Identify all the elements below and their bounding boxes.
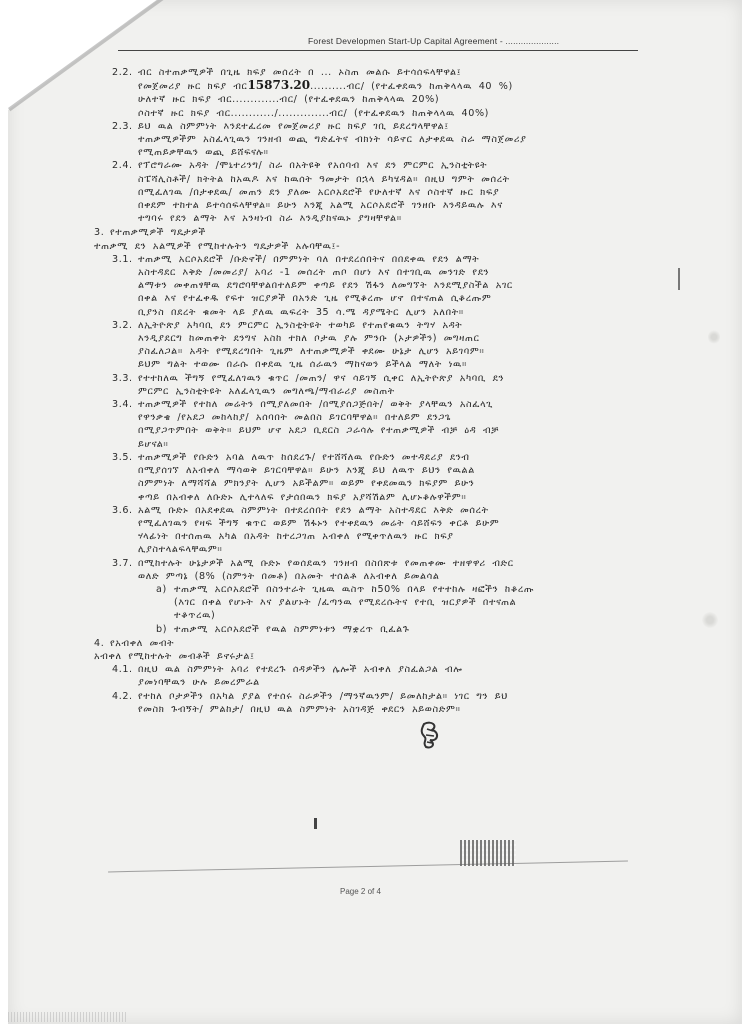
footer-rule <box>108 861 628 873</box>
item-line: ተቆጥረዉ) <box>174 610 216 622</box>
clause-number: 2.4. <box>112 160 133 172</box>
clause-line: አልሚ ቡድኑ በአደቀደዉ ስምምነት በተደረሰበት የደን ልማት አስተዳደር እቅድ መሰረት <box>138 504 489 516</box>
clause-line: ተጠቃሚዎችም አስፈላጊዉን ገንዘብ ወጪ ግድፈትና ብክነት ሳይኖር ለታቀደዉ ስራ ማስጀመሪያ <box>138 134 527 146</box>
clause-line: የተተከለዉ ችግኝ የሚፈለገዉን ቁጥር /መጠን/ ዋና ሳይገኝ ሲቀር ለኢትዮጵያ አካባቢ ደን <box>138 372 505 384</box>
agreement-body <box>94 66 652 716</box>
clause-line: ሊያስተላልፍላቸዉም። <box>138 544 223 556</box>
header-rule <box>118 50 638 51</box>
clause-line: ..........ብር/ (የተፈቀደዉን ከጠቅላላዉ 40 %) <box>310 81 513 93</box>
clause-number: 3.7. <box>112 557 133 569</box>
handwritten-amount: 15873.20 <box>247 78 311 93</box>
clause-line: ሃላፊነት በተሰጠዉ አካል በአዳት ከተረጋገጠ አብቀለ የሚቀጥለዉን ዙር ክፍያ <box>138 531 454 543</box>
page-number: Page 2 of 4 <box>340 887 381 896</box>
section-title: የተጠቃሚዎች ግዴታዎች <box>110 227 206 239</box>
clause-line: ተጠቃሚዎች የቡድን አባል ለዉጥ ከሰደረጉ/ የተሸሻለዉ የቡድን መተዳደሪያ ደንብ <box>138 451 470 463</box>
clause-line: በሚያሰገኘ ለአብቀለ ማሳወቅ ይገርባቸዋል። ይሁን እንጂ ይህ ለዉጥ ይህን የዉልል <box>138 465 475 477</box>
clause-line: ምርምር ኢንስቲትዩት አለፈላጊዉን መግለጫ/ማብራሪያ መስጠት <box>138 385 395 397</box>
item-label: a) <box>156 583 167 595</box>
section-3-heading <box>94 226 652 239</box>
clause-line: ሁለተኛ ዙር ክፍያ ብር.............ብር/ (የተፈቀደዉን ከጠቅላላዉ 20%) <box>138 94 440 106</box>
clause-3-2 <box>94 319 652 372</box>
margin-bracket-mark <box>678 268 680 290</box>
clause-line: ይሆናል። <box>138 438 169 450</box>
clause-line: ያመነባቸዉን ሁሉ ይመረምራል <box>138 677 260 689</box>
clause-line: የሚጠይቃቸዉን ወጪ ይሸፍናሉ። <box>138 147 269 159</box>
clause-number: 4.2. <box>112 690 133 702</box>
item-line: ተጠቃሚ አርሶአደሮች የዉል ስምምነቱን ማቋረጥ ቢፈልጉ <box>174 623 410 635</box>
clause-line: ቀጣይ በአብቀለ ለቡድኑ ሊተላለፍ የታሰበዉን ክፍያ አያሻሽልም ሊሆኑቆሉዋችም። <box>138 491 467 503</box>
clause-3-5 <box>94 451 652 504</box>
clause-line: ይህም ግልት ተወሙ በራሱ በቀደዉ ጊዜ ሰራዉን ማከናወን ይችላል ማለት ነዉ። <box>138 359 468 371</box>
clause-line: ስምምነት ለማሻሻል ምክንያት ሊሆን አይችልም። ወይም የቀደመዉን ክፍያም ይሁን <box>138 478 475 490</box>
clause-line: ሶስተኛ ዙር ክፍያ ብር............/..............ብር/ (የተፈቀደዉን ከጠቅላላዉ 40%) <box>138 107 490 119</box>
section-title: የአብቀለ መብት <box>110 637 175 649</box>
clause-line: በሚያጋጥምበት ወቅት። ይህም ሆኖ አደጋ ቢደርስ ጋራሳሉ የተጠቃሚዎች ብቻ ዕዳ ብቻ <box>138 425 500 437</box>
clause-line: ለኢትዮጵያ አካባቢ ደን ምርምር ኢንስቲትዩት ተወካይ የተጠየቁዉን ትግሃ አዳት <box>138 319 463 331</box>
clause-line: ቢያንስ በደረት ቁመት ላይ ያለዉ ዉፍረት 35 ሳ.ሜ ዳያሜትር ሊሆን አለበት። <box>138 306 464 318</box>
clause-line: የመጀመሪያ ዙር ክፍያ ብር <box>138 81 248 93</box>
clause-line: ልማቱን መቀጠፃቸዉ ደግሮባቸዋልበተለይም ቀጣይ የደን ሽፋን ለመግኘት እንደሚያስችል አገር <box>138 280 513 292</box>
clause-number: 3.5. <box>112 451 133 463</box>
clause-3-7 <box>94 557 652 583</box>
section-4-heading <box>94 637 652 650</box>
tick-mark <box>314 818 317 829</box>
item-line: (እገር በቀል የሆኑት እና ያልሆኑት /ፈጣንዉ የሚደረሱትና የተቢ ዝርያዎች በተናጠል <box>174 597 517 609</box>
clause-line: የመስክ ጉብኝት/ ምልከታ/ በዚህ ዉል ስምምነት አስገዳጅ ቀደርን አይወስድም። <box>138 703 461 715</box>
clause-line: የሚፈለገዉን የዛፍ ችግኝ ቁጥር ወይም ሽፋኑን የተቀደዉን መሬት ሳይሸፍን ቀርቶ ይሁም <box>138 517 500 529</box>
clause-number: 2.3. <box>112 120 133 132</box>
clause-3-7-item-b <box>94 623 652 636</box>
clause-line: በሚከተሉት ሁኔታዎች አልሚ ቡድኑ የወሰደዉን ገንዘብ በስበጽቱ የመጠቀሙ ተዘዋዋሪ ብድር <box>138 557 514 569</box>
clause-number: 4.1. <box>112 664 133 676</box>
clause-number: 3.4. <box>112 399 133 411</box>
clause-line: የዋንቃቄ /የአደጋ መከላከያ/ አሰባበት መልበስ ይገርባቸዋል። በተለይም ደንጋጌ <box>138 412 452 424</box>
clause-line: አስተዳደር እቅድ /መመሪያ/ አባሪ -1 መሰረት ጠቦ በሆነ እና በተገቢዉ መንገድ የደን <box>138 267 490 279</box>
scan-edge-artifact <box>8 1012 128 1022</box>
clause-line: በዚህ ዉል ስምምነት አባሪ የተደረጉ ሰዳዎችን ሌሎች አብቀለ ያስፈልጋል ብሎ <box>138 664 463 676</box>
clause-line: በቀል እና የተፈቀዱ የፍተ ዝርያዎች በአንድ ጊዜ የሚቆረጡ ሆኖ በተናጠል ሲቆረጡም <box>138 293 492 305</box>
clause-4-1 <box>94 663 652 689</box>
clause-line: ተጠቃሚዎች የተከለ መሬትን በሚያለመበት /በሚያሰጋጅበት/ ወቅት ያላቸዉን አስፈላጊ <box>138 399 494 411</box>
clause-line: ተግባሩ የደን ልማት እና አንዛነብ ስራ እንዲያከናዉኑ ያግዛቸዋል። <box>138 213 402 225</box>
clause-line: የተከለ ቦታዎችን በአካል ያያል የተሰሩ ስራዎችን /ማንኛዉንም/ ይመለከታል። ነገር ግን ይህ <box>138 690 508 702</box>
section-4-intro <box>94 650 652 663</box>
clause-line: ይህ ዉል ስምምነት እንደተፈረመ የመጀመሪያ ዙር ክፍያ ገቢ ይደረግላቸዋል፤ <box>138 120 449 132</box>
initials-stamp <box>418 720 442 750</box>
clause-4-2 <box>94 690 652 716</box>
clause-line: ያስፈለጋል። አዳት የሚደረግበት ጊዜም ለተጠቃሚዎች ቀደሙ ሁኔታ ሊሆን አይገባም። <box>138 346 485 358</box>
section-intro: ተጠቃሚ ደን አልሚዎች የሚከተሉትን ግዴታዎች አሉባቸዉ፤- <box>94 240 341 252</box>
clause-3-3 <box>94 372 652 398</box>
section-3-intro <box>94 240 652 253</box>
scan-artifact <box>702 612 718 628</box>
clause-number: 2.2. <box>112 67 133 78</box>
clause-3-7-item-a <box>94 583 652 623</box>
clause-number: 3.2. <box>112 319 133 331</box>
clause-line: በሚፈለገዉ /በታቀደዉ/ መጠን ደን ያለሙ አርሶአደሮች የሁለተኛ እና ሶስተኛ ዙር ክፍያ <box>138 186 500 198</box>
section-number: 3. <box>94 227 105 239</box>
item-line: ተጠቃሚ አርሶአደሮች በስንተራት ጊዜዉ ዉስጥ ከ50% በላይ የተተከሉ ዛፎችን ከቆረጡ <box>174 583 535 595</box>
section-number: 4. <box>94 637 105 649</box>
clause-line: ብር ስተጠቃሚዎች በጊዜ ክፍያ መሰረት በ ... ኦስጠ መልሱ ይተሳሰፍላቸዋል፤ <box>138 67 462 78</box>
clause-line: በቀደም ተከተል ይተሳሰፍላቸዋል። ይሁን እንጂ አልሚ አርሶአደሮች ገንዘቡ እንዳይዉሉ እና <box>138 200 503 212</box>
clause-number: 3.6. <box>112 504 133 516</box>
clause-line: ወለድ ምጣኔ (8% (ስምንት በመቶ) በአመት ተሰልቶ ለአብቀለ ይመልሳል <box>138 570 440 582</box>
scan-artifact <box>708 330 720 344</box>
clause-2-2 <box>94 66 652 120</box>
running-header: Forest Developmen Start-Up Capital Agreement - ..................... <box>308 36 560 46</box>
clause-3-4 <box>94 398 652 451</box>
clause-2-4 <box>94 159 652 225</box>
clause-3-6 <box>94 504 652 557</box>
section-intro: አብቀለ የሚከተሉት መብቶች ይኖሩታል፤ <box>94 650 255 662</box>
clause-2-3 <box>94 120 652 160</box>
clause-line: እንዲያደርግ ከመጠቀት ደንግና አስከ ተክለ ቦታዉ ያሉ ምንቡ (ኦታዎችን) መግዛጠር <box>138 333 480 345</box>
clause-3-1 <box>94 253 652 319</box>
clause-line: የፕሮግራሙ አዳት /ሞኒተሪንግ/ ስራ በአትዩቅ የአሰባብ እና ደን ምርምር ኢንስቲትዩት <box>138 160 488 172</box>
clause-line: ተጠቃሚ አርሶአደሮች /ቡድኖች/ በምምነት ባለ በተደረሰበትና በበደቀዉ የደን ልማት <box>138 253 480 265</box>
clause-line: ስፔሻሊስቶች/ ክትትል ከአዉዶ እና ከዉሰት ዓመታት በኋላ ይካሄዳል። በዚህ ግምት መሰረት <box>138 173 510 185</box>
clause-number: 3.1. <box>112 253 133 265</box>
payment-line-1 <box>138 79 652 93</box>
document-page <box>8 0 742 1024</box>
item-label: b) <box>156 623 168 635</box>
clause-number: 3.3. <box>112 372 133 384</box>
